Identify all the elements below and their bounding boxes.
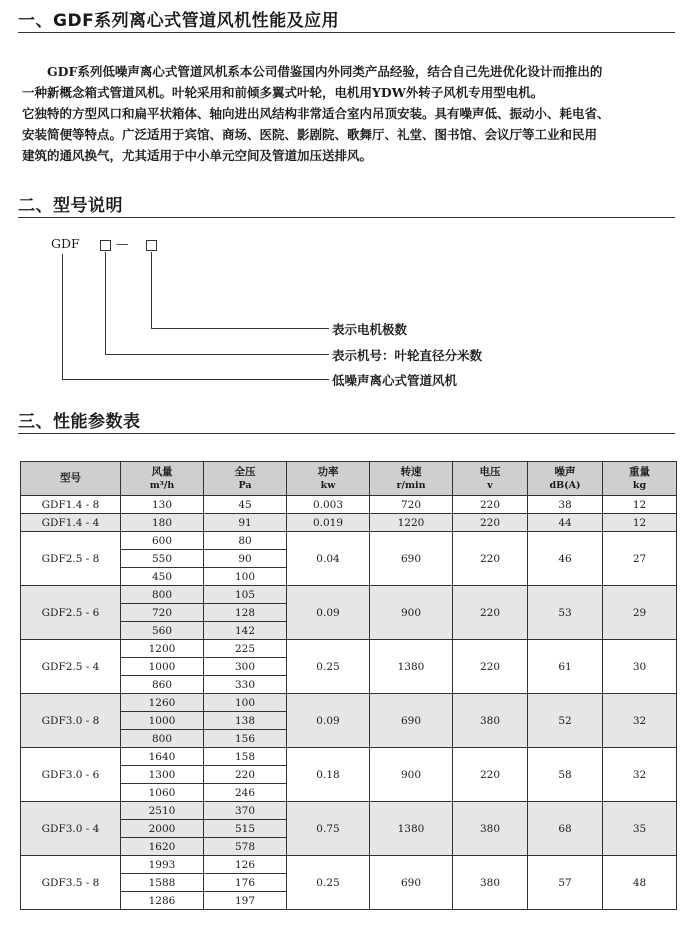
cell-weight: 12: [603, 514, 677, 532]
col-header-weight: 重量 kg: [603, 462, 677, 496]
cell-pressure: 158: [204, 748, 287, 766]
cell-voltage: 380: [453, 694, 528, 748]
cell-airflow: 600: [121, 532, 204, 550]
table-body: [21, 496, 677, 910]
cell-noise: 58: [528, 748, 603, 802]
col-header-pressure: 全压 Pa: [204, 462, 287, 496]
cell-speed: 1380: [370, 640, 453, 694]
cell-model: GDF2.5 - 6: [21, 586, 121, 640]
cell-pressure: 100: [204, 568, 287, 586]
cell-voltage: 220: [453, 496, 528, 514]
cell-pressure: 515: [204, 820, 287, 838]
cell-pressure: 220: [204, 766, 287, 784]
table-row: [21, 694, 677, 712]
cell-airflow: 860: [121, 676, 204, 694]
cell-airflow: 1300: [121, 766, 204, 784]
table-row: [21, 514, 677, 532]
cell-speed: 690: [370, 856, 453, 910]
intro-paragraph: [22, 61, 682, 166]
motor-pole-box: [146, 240, 157, 251]
cell-power: 0.18: [287, 748, 370, 802]
section-1-title: 一、GDF系列离心式管道风机性能及应用: [18, 11, 340, 31]
explain-motor-poles: 表示电机极数: [332, 322, 408, 337]
cell-power: 0.25: [287, 640, 370, 694]
cell-noise: 44: [528, 514, 603, 532]
cell-speed: 720: [370, 496, 453, 514]
performance-table: [20, 461, 677, 910]
cell-airflow: 1286: [121, 892, 204, 910]
cell-pressure: 100: [204, 694, 287, 712]
explain-machine-number: 表示机号：叶轮直径分米数: [332, 348, 483, 363]
cell-model: GDF2.5 - 4: [21, 640, 121, 694]
cell-pressure: 128: [204, 604, 287, 622]
cell-airflow: 550: [121, 550, 204, 568]
leader-line-machine-h: [105, 354, 329, 355]
col-header-voltage: 电压 v: [453, 462, 528, 496]
cell-model: GDF2.5 - 8: [21, 532, 121, 586]
cell-airflow: 1260: [121, 694, 204, 712]
cell-pressure: 80: [204, 532, 287, 550]
cell-pressure: 126: [204, 856, 287, 874]
cell-airflow: 1588: [121, 874, 204, 892]
cell-weight: 32: [603, 694, 677, 748]
machine-number-box: [100, 240, 111, 251]
intro-line: 建筑的通风换气，尤其适用于中小单元空间及管道加压送排风。: [22, 148, 373, 163]
cell-noise: 38: [528, 496, 603, 514]
cell-power: 0.25: [287, 856, 370, 910]
cell-power: 0.09: [287, 586, 370, 640]
cell-airflow: 1000: [121, 658, 204, 676]
cell-pressure: 578: [204, 838, 287, 856]
explain-fan-series: 低噪声离心式管道风机: [332, 373, 458, 388]
leader-line-series-h: [62, 379, 329, 380]
cell-weight: 32: [603, 748, 677, 802]
cell-airflow: 1060: [121, 784, 204, 802]
cell-weight: 35: [603, 802, 677, 856]
cell-model: GDF1.4 - 4: [21, 514, 121, 532]
cell-airflow: 130: [121, 496, 204, 514]
cell-speed: 1380: [370, 802, 453, 856]
section-3-title: 三、性能参数表: [18, 412, 141, 432]
cell-model: GDF3.0 - 4: [21, 802, 121, 856]
cell-airflow: 2510: [121, 802, 204, 820]
cell-pressure: 105: [204, 586, 287, 604]
section-3-rule: [18, 433, 675, 434]
cell-pressure: 330: [204, 676, 287, 694]
cell-airflow: 1000: [121, 712, 204, 730]
cell-airflow: 1993: [121, 856, 204, 874]
cell-voltage: 380: [453, 856, 528, 910]
cell-voltage: 220: [453, 532, 528, 586]
table-row: [21, 640, 677, 658]
cell-weight: 48: [603, 856, 677, 910]
cell-airflow: 180: [121, 514, 204, 532]
cell-speed: 900: [370, 748, 453, 802]
leader-line-poles: [151, 252, 152, 329]
cell-airflow: 560: [121, 622, 204, 640]
table-row: [21, 856, 677, 874]
cell-airflow: 1200: [121, 640, 204, 658]
col-header-speed: 转速 r/min: [370, 462, 453, 496]
cell-airflow: 1620: [121, 838, 204, 856]
cell-weight: 12: [603, 496, 677, 514]
section-1-rule: [18, 32, 675, 33]
cell-weight: 30: [603, 640, 677, 694]
leader-line-machine: [105, 252, 106, 355]
cell-pressure: 91: [204, 514, 287, 532]
cell-model: GDF3.0 - 6: [21, 748, 121, 802]
table-row: [21, 586, 677, 604]
cell-pressure: 246: [204, 784, 287, 802]
col-header-power: 功率 kw: [287, 462, 370, 496]
cell-speed: 1220: [370, 514, 453, 532]
cell-model: GDF1.4 - 8: [21, 496, 121, 514]
table-row: [21, 496, 677, 514]
intro-line: 安装简便等特点。广泛适用于宾馆、商场、医院、影剧院、歌舞厅、礼堂、图书馆、会议厅等工业和民用: [22, 127, 598, 142]
cell-pressure: 225: [204, 640, 287, 658]
cell-model: GDF3.5 - 8: [21, 856, 121, 910]
cell-noise: 52: [528, 694, 603, 748]
cell-airflow: 1640: [121, 748, 204, 766]
cell-airflow: 800: [121, 730, 204, 748]
cell-noise: 46: [528, 532, 603, 586]
cell-voltage: 220: [453, 514, 528, 532]
table-header-row: [21, 462, 677, 496]
cell-speed: 900: [370, 586, 453, 640]
cell-noise: 57: [528, 856, 603, 910]
cell-voltage: 220: [453, 748, 528, 802]
cell-voltage: 220: [453, 640, 528, 694]
cell-power: 0.003: [287, 496, 370, 514]
cell-pressure: 197: [204, 892, 287, 910]
model-code-dash: —: [116, 236, 129, 251]
col-header-airflow: 风量 m³/h: [121, 462, 204, 496]
table-row: [21, 802, 677, 820]
intro-line: GDF系列低噪声离心式管道风机系本公司借鉴国内外同类产品经验，结合自己先进优化设计而推出的: [47, 64, 603, 79]
model-code-prefix: GDF: [51, 236, 80, 251]
section-2-title: 二、型号说明: [18, 196, 123, 216]
leader-line-poles-h: [151, 328, 329, 329]
section-2-rule: [18, 217, 675, 218]
cell-weight: 27: [603, 532, 677, 586]
cell-voltage: 380: [453, 802, 528, 856]
intro-line: 它独特的方型风口和扁平状箱体、轴向进出风结构非常适合室内吊顶安装。具有噪声低、振动小、耗电省、: [22, 106, 610, 121]
cell-pressure: 156: [204, 730, 287, 748]
table-row: [21, 748, 677, 766]
cell-airflow: 720: [121, 604, 204, 622]
cell-noise: 68: [528, 802, 603, 856]
cell-weight: 29: [603, 586, 677, 640]
cell-pressure: 370: [204, 802, 287, 820]
col-header-noise: 噪声 dB(A): [528, 462, 603, 496]
cell-airflow: 2000: [121, 820, 204, 838]
cell-model: GDF3.0 - 8: [21, 694, 121, 748]
cell-airflow: 450: [121, 568, 204, 586]
col-header-model: 型号: [21, 462, 121, 496]
cell-pressure: 138: [204, 712, 287, 730]
cell-pressure: 300: [204, 658, 287, 676]
cell-power: 0.04: [287, 532, 370, 586]
cell-noise: 61: [528, 640, 603, 694]
intro-line: 一种新概念箱式管道风机。叶轮采用和前倾多翼式叶轮，电机用YDW外转子风机专用型电机。: [22, 85, 544, 100]
cell-power: 0.019: [287, 514, 370, 532]
cell-power: 0.09: [287, 694, 370, 748]
cell-noise: 53: [528, 586, 603, 640]
cell-airflow: 800: [121, 586, 204, 604]
cell-pressure: 45: [204, 496, 287, 514]
cell-pressure: 142: [204, 622, 287, 640]
cell-pressure: 176: [204, 874, 287, 892]
cell-voltage: 220: [453, 586, 528, 640]
leader-line-series: [62, 254, 63, 380]
cell-speed: 690: [370, 694, 453, 748]
cell-pressure: 90: [204, 550, 287, 568]
cell-power: 0.75: [287, 802, 370, 856]
cell-speed: 690: [370, 532, 453, 586]
table-row: [21, 532, 677, 550]
